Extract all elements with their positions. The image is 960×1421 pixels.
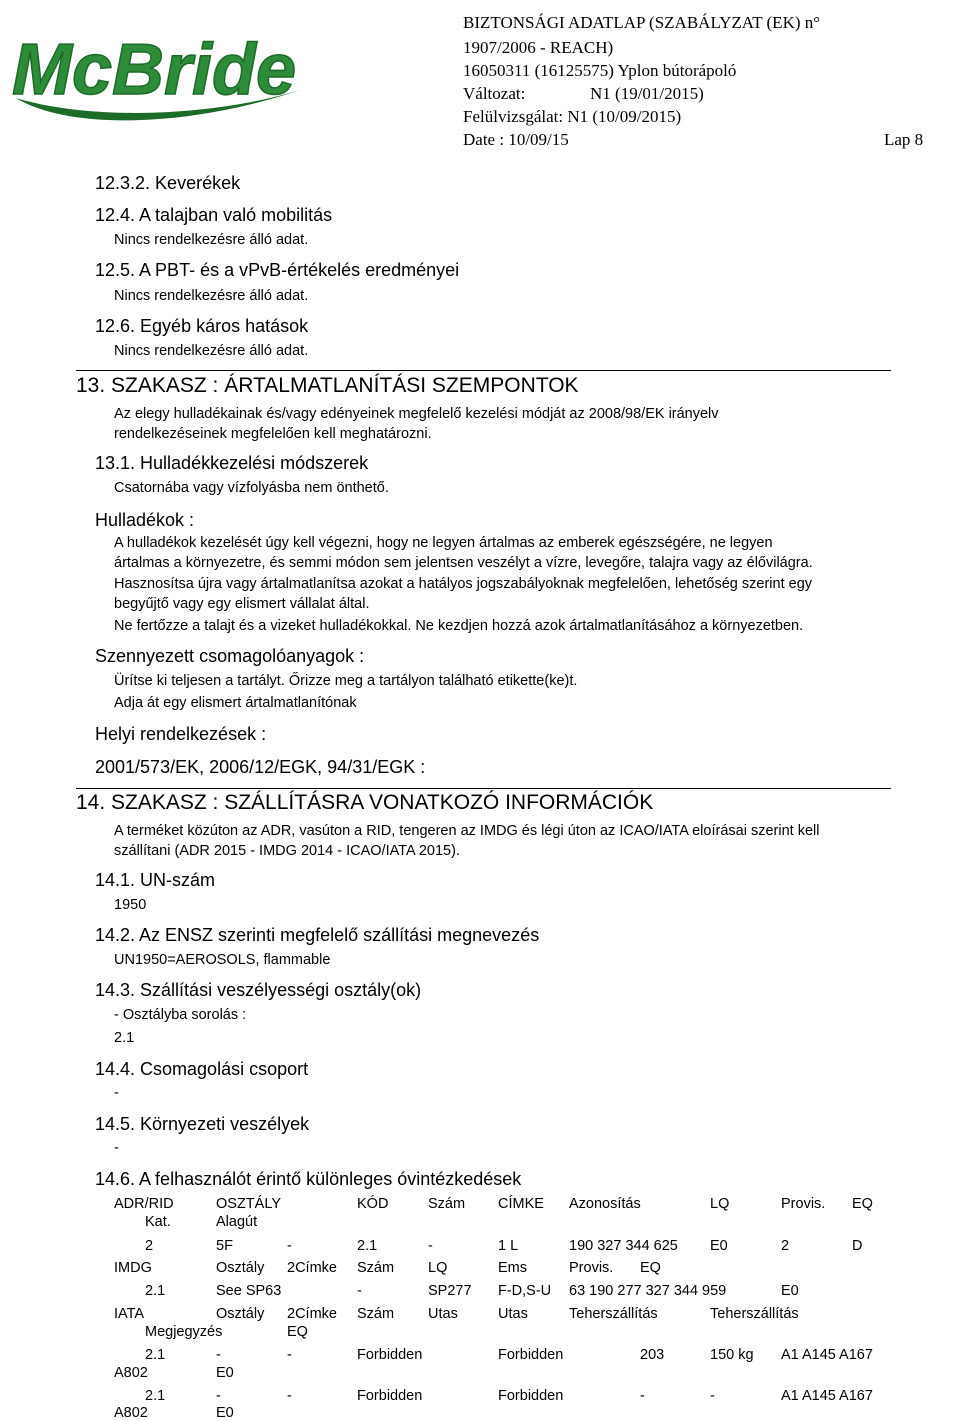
doc-title-line2: 1907/2006 - REACH) (463, 38, 614, 57)
table-cell: Megjegyzés (145, 1324, 223, 1340)
table-cell: Ems (498, 1260, 527, 1276)
section-13-title: 13. SZAKASZ : ÁRTALMATLANÍTÁSI SZEMPONTOK (76, 374, 579, 397)
table-cell: E0 (216, 1365, 234, 1381)
heading-14-2: 14.2. Az ENSZ szerinti megfelelő szállítási megnevezés (95, 925, 540, 945)
shipping-name: UN1950=AEROSOLS, flammable (114, 952, 331, 968)
doc-date: Date : 10/09/15 (463, 130, 569, 149)
logo-text: McBride (12, 30, 297, 110)
table-cell: SP277 (428, 1283, 472, 1299)
s13-intro-2: rendelkezéseinek megfelelően kell meghatározni. (114, 426, 432, 442)
s14-intro-1: A terméket közúton az ADR, vasúton a RID, tengeren az IMDG és légi úton az ICAO/IATA eloírásai szerint kell (114, 823, 820, 839)
table-cell: Teherszállítás (710, 1306, 799, 1322)
table-cell: 2.1 (145, 1347, 166, 1363)
waste-p2-b: begyűjtő vagy egy elismert vállalat által. (114, 596, 370, 612)
class-value: 2.1 (114, 1030, 135, 1046)
page-number: Lap 8 (884, 130, 924, 149)
table-cell: Kat. (145, 1214, 171, 1230)
heading-12-4: 12.4. A talajban való mobilitás (95, 205, 333, 225)
local-regulations-label: Helyi rendelkezések : (95, 724, 267, 744)
table-cell: E0 (216, 1405, 234, 1421)
text-13-1: Csatornába vagy vízfolyásba nem önthető. (114, 480, 389, 496)
waste-p2-a: Hasznosítsa újra vagy ártalmatlanítsa azokat a hatályos jogszabályoknak megfelelően, lehetőség szerint egy (114, 576, 813, 592)
table-cell: CÍMKE (498, 1196, 544, 1212)
table-cell: F-D,S-U (498, 1283, 552, 1299)
table-cell: Utas (498, 1306, 528, 1322)
table-cell: - (287, 1347, 292, 1363)
table-cell: A1 A145 A167 (781, 1347, 873, 1363)
table-cell: 2Címke (287, 1260, 337, 1276)
table-cell: A802 (114, 1365, 148, 1381)
table-cell: - (640, 1388, 645, 1404)
table-cell: E0 (781, 1283, 799, 1299)
table-cell: Szám (357, 1306, 395, 1322)
doc-title-line1: BIZTONSÁGI ADATLAP (SZABÁLYZAT (EK) n° (463, 13, 821, 32)
table-cell: 2.1 (357, 1238, 378, 1254)
table-cell: Provis. (569, 1260, 614, 1276)
table-cell: 2.1 (145, 1388, 166, 1404)
table-cell: 2Címke (287, 1306, 337, 1322)
packaging-p1: Ürítse ki teljesen a tartályt. Őrizze meg a tartályon található etikette(ke)t. (114, 673, 578, 689)
table-cell: LQ (428, 1260, 448, 1276)
heading-14-6: 14.6. A felhasználót érintő különleges óvintézkedések (95, 1169, 522, 1189)
table-cell: Forbidden (357, 1347, 423, 1363)
heading-14-1: 14.1. UN-szám (95, 870, 216, 890)
heading-12-6: 12.6. Egyéb káros hatások (95, 316, 309, 336)
packaging-label: Szennyezett csomagolóanyagok : (95, 646, 365, 666)
table-cell: OSZTÁLY (216, 1196, 281, 1212)
heading-14-5: 14.5. Környezeti veszélyek (95, 1114, 310, 1134)
table-cell: Forbidden (498, 1388, 564, 1404)
s13-intro-1: Az elegy hulladékainak és/vagy edényeinek megfelelő kezelési módját az 2008/98/EK irányelv (114, 406, 719, 422)
waste-p1-a: A hulladékok kezelését úgy kell végezni, hogy ne legyen ártalmas az emberek egészségére, ne legyen (114, 535, 773, 551)
table-cell: 2.1 (145, 1283, 166, 1299)
table-cell: Utas (428, 1306, 458, 1322)
table-cell: Alagút (216, 1214, 258, 1230)
table-cell: Osztály (216, 1306, 265, 1322)
table-cell: 190 327 344 625 (569, 1238, 678, 1254)
class-label: - Osztályba sorolás : (114, 1007, 247, 1023)
text-12-6: Nincs rendelkezésre álló adat. (114, 343, 309, 359)
waste-p1-b: ártalmas a környezetre, és semmi módon sem jelentsen veszélyt a vízre, levegőre, talajra vagy az élővilágra. (114, 555, 813, 571)
section-14-title: 14. SZAKASZ : SZÁLLÍTÁSRA VONATKOZÓ INFORMÁCIÓK (76, 791, 654, 814)
un-number: 1950 (114, 897, 147, 913)
version-value: N1 (19/01/2015) (590, 84, 704, 103)
table-cell: Azonosítás (569, 1196, 641, 1212)
table-cell: Teherszállítás (569, 1306, 658, 1322)
section-14-rule (76, 788, 891, 789)
heading-14-4: 14.4. Csomagolási csoport (95, 1059, 309, 1079)
text-12-4: Nincs rendelkezésre álló adat. (114, 232, 309, 248)
table-cell: Provis. (781, 1196, 826, 1212)
table-cell: - (216, 1347, 221, 1363)
table-cell: A802 (114, 1405, 148, 1421)
local-regulations-refs: 2001/573/EK, 2006/12/EGK, 94/31/EGK : (95, 757, 426, 777)
version-label: Változat: (463, 84, 526, 103)
waste-label: Hulladékok : (95, 510, 195, 530)
table-cell: IMDG (114, 1260, 152, 1276)
table-cell: - (287, 1388, 292, 1404)
table-cell: 2 (781, 1238, 790, 1254)
table-cell: Szám (428, 1196, 466, 1212)
table-cell: IATA (114, 1306, 145, 1322)
table-cell: EQ (640, 1260, 661, 1276)
table-cell: - (216, 1388, 221, 1404)
table-cell: 2 (145, 1238, 154, 1254)
table-cell: - (428, 1238, 433, 1254)
packing-group-value: - (114, 1085, 119, 1101)
table-cell: - (287, 1238, 292, 1254)
table-cell: - (357, 1283, 362, 1299)
table-cell: Forbidden (357, 1388, 423, 1404)
table-cell: 5F (216, 1238, 233, 1254)
table-cell: Osztály (216, 1260, 265, 1276)
table-cell: A1 A145 A167 (781, 1388, 873, 1404)
table-cell: 1 L (498, 1238, 519, 1254)
table-cell: 150 kg (710, 1347, 754, 1363)
table-cell: 203 (640, 1347, 665, 1363)
table-cell: EQ (852, 1196, 873, 1212)
heading-12-5: 12.5. A PBT- és a vPvB-értékelés eredményei (95, 260, 460, 280)
table-cell: EQ (287, 1324, 308, 1340)
heading-13-1: 13.1. Hulladékkezelési módszerek (95, 453, 369, 473)
table-cell: - (710, 1388, 715, 1404)
env-hazard-value: - (114, 1140, 119, 1156)
table-cell: ADR/RID (114, 1196, 174, 1212)
s14-intro-2: szállítani (ADR 2015 - IMDG 2014 - ICAO/IATA 2015). (114, 843, 460, 859)
mcbride-logo (8, 20, 308, 130)
table-cell: See SP63 (216, 1283, 282, 1299)
product-name: 16050311 (16125575) Yplon bútorápoló (463, 61, 737, 80)
waste-p3: Ne fertőzze a talajt és a vizeket hulladékokkal. Ne kezdjen hozzá azok ártalmatlanításához a környezetben. (114, 618, 804, 634)
table-cell: Szám (357, 1260, 395, 1276)
heading-14-3: 14.3. Szállítási veszélyességi osztály(ok) (95, 980, 422, 1000)
table-cell: 63 190 277 327 344 959 (569, 1283, 727, 1299)
revision: Felülvizsgálat: N1 (10/09/2015) (463, 107, 682, 126)
text-12-5: Nincs rendelkezésre álló adat. (114, 288, 309, 304)
table-cell: Forbidden (498, 1347, 564, 1363)
table-cell: KÓD (357, 1196, 389, 1212)
table-cell: D (852, 1238, 863, 1254)
table-cell: LQ (710, 1196, 730, 1212)
section-13-rule (76, 370, 891, 371)
heading-12-3-2: 12.3.2. Keverékek (95, 173, 241, 193)
table-cell: E0 (710, 1238, 728, 1254)
packaging-p2: Adja át egy elismert ártalmatlanítónak (114, 695, 357, 711)
